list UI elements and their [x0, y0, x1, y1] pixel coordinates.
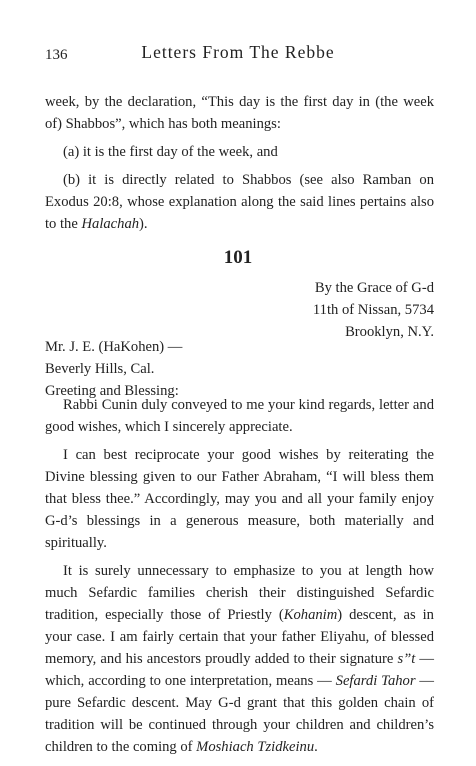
- st-abbreviation: s”t: [397, 651, 416, 667]
- body-paragraph-3: [45, 560, 434, 758]
- intro-p3-text: (b) it is directly related to Shabbos (see also Ramban on Exodus 20:8, whose explanation along the said lines pertains also to the: [45, 172, 434, 232]
- intro-p3-end: ).: [139, 216, 148, 232]
- sefardi-tahor-term: Sefardi Tahor: [335, 673, 416, 689]
- body-p3-text: — pure Sefardic descent. May G-d grant that this golden chain of tradition will be continued through your children and children’s children to the coming of: [45, 673, 435, 755]
- intro-text: [45, 91, 434, 241]
- intro-paragraph-3: [45, 169, 434, 235]
- address-line: Beverly Hills, Cal.: [45, 361, 155, 377]
- dateline-line: By the Grace of G-d: [314, 280, 434, 296]
- letter-body: [45, 394, 434, 764]
- intro-paragraph-2: (a) it is the first day of the week, and: [63, 144, 278, 160]
- running-head: Letters From The Rebbe: [141, 42, 335, 62]
- letter-number: 101: [223, 247, 253, 268]
- body-paragraph-2: I can best reciprocate your good wishes by reiterating the Divine blessing given to our Father Abraham, “I will bless them that bless thee.” Accordingly, may you and all your family enjoy G-d’s blessings in a generous measure, both materially and spiritually.: [45, 447, 434, 551]
- body-p3-text: It is surely unnecessary to emphasize to you at length how much Sefardic families cherish their distinguished Sefardic tradition, especially those of Priestly (: [45, 563, 434, 623]
- kohanim-term: Kohanim: [283, 607, 338, 623]
- page-number: 136: [45, 47, 68, 63]
- dateline-line: Brooklyn, N.Y.: [345, 324, 434, 340]
- body-p3-text: — which, according to one interpretation, means —: [45, 651, 435, 689]
- moshiach-term: Moshiach Tzidkeinu: [196, 739, 315, 755]
- body-p3-end: .: [314, 739, 318, 755]
- body-paragraph-1: Rabbi Cunin duly conveyed to me your kind regards, letter and good wishes, which I sincerely appreciate.: [45, 397, 434, 435]
- dateline-line: 11th of Nissan, 5734: [312, 302, 434, 318]
- intro-p3-italic: Halachah: [81, 216, 140, 232]
- intro-paragraph-1: week, by the declaration, “This day is the first day in (the week of) Shabbos”, which has both meanings:: [45, 94, 434, 132]
- body-p3-text: ) descent, as in your case. I am fairly certain that your father Eliyahu, of blessed memory, and his ancestors proudly added to their signature: [45, 607, 434, 667]
- address-line: Greeting and Blessing:: [45, 383, 179, 399]
- address-line: Mr. J. E. (HaKohen) —: [45, 339, 183, 355]
- dateline: [313, 277, 434, 343]
- address-block: [45, 336, 182, 402]
